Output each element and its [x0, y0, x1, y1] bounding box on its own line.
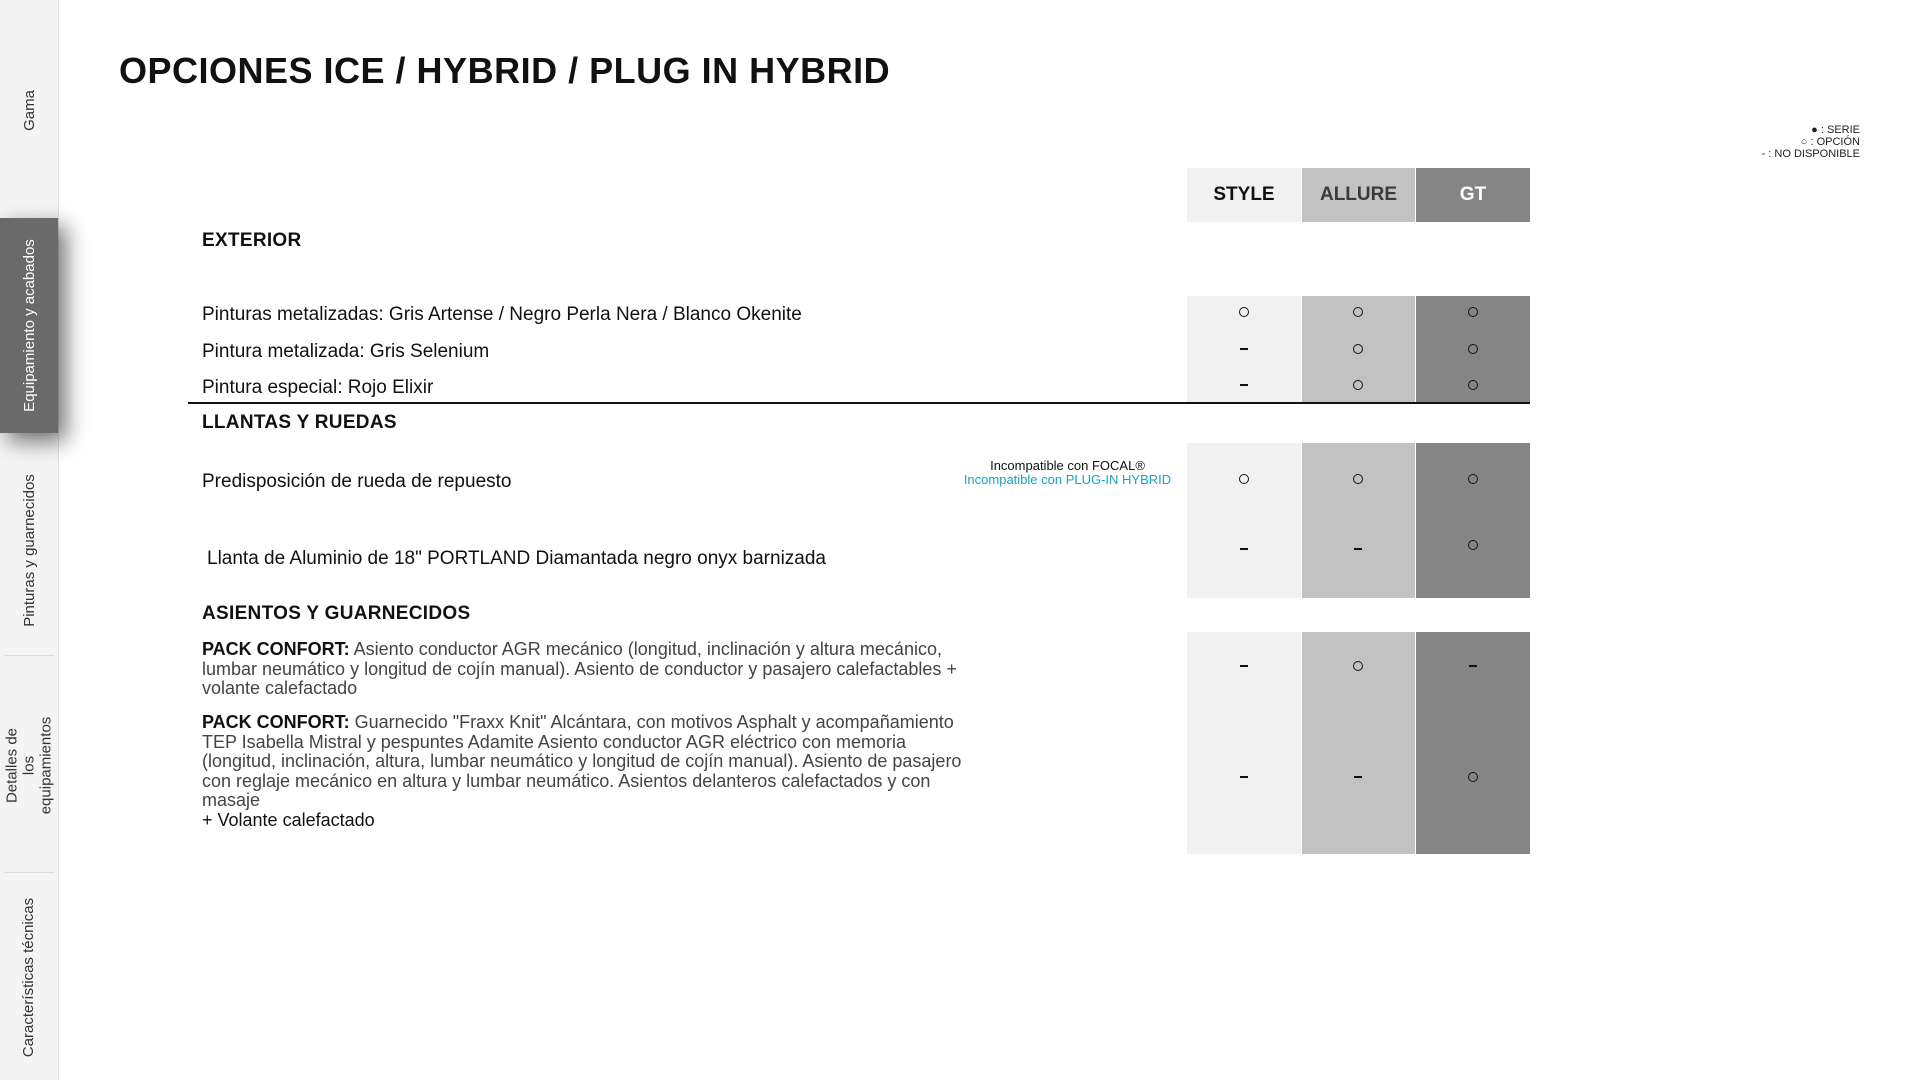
not-available-icon [1232, 654, 1256, 678]
option-icon [1232, 300, 1256, 324]
sidebar-tab-detalles[interactable] [0, 665, 58, 865]
option-icon [1346, 654, 1370, 678]
legend-opcion: ○ : OPCIÓN [1800, 136, 1860, 148]
sidebar-divider [4, 655, 54, 656]
sidebar-nav [0, 0, 59, 1080]
legend-no-disponible: - : NO DISPONIBLE [1761, 148, 1860, 160]
sidebar-tab-gama[interactable] [0, 20, 58, 200]
feature-row-label: Pintura metalizada: Gris Selenium [202, 341, 490, 362]
option-icon [1346, 300, 1370, 324]
feature-row-label: Predisposición de rueda de repuesto [202, 471, 512, 492]
feature-pack-desc: Asiento conductor AGR mecánico (longitud, inclinación y altura mecánico, lumbar neumático y longitud de cojín manual). Asiento de conductor y pasajero calefactables + volante calefactado [202, 639, 957, 698]
not-available-icon [1346, 537, 1370, 561]
option-icon [1461, 765, 1485, 789]
not-available-icon [1232, 337, 1256, 361]
option-icon [1346, 373, 1370, 397]
column-header-gt: GT [1459, 184, 1487, 205]
sidebar-tab-equipamiento[interactable] [0, 218, 58, 433]
note-plug-in: Incompatible con PLUG-IN HYBRID [963, 472, 1172, 487]
sidebar-tab-label: Detalles de los equipamientos [3, 716, 55, 814]
feature-row-label: Llanta de Aluminio de 18" PORTLAND Diamantada negro onyx barnizada [207, 548, 826, 569]
feature-row-label: Pintura especial: Rojo Elixir [202, 377, 434, 398]
section-asientos: ASIENTOS Y GUARNECIDOS [202, 603, 471, 624]
option-icon [1461, 300, 1485, 324]
sidebar-tab-label: Características técnicas [20, 897, 38, 1058]
not-available-icon [1461, 654, 1485, 678]
sidebar-tab-label: Gama [20, 89, 38, 131]
section-exterior: EXTERIOR [202, 230, 302, 251]
sidebar-tab-label: Pinturas y guarnecidos [20, 473, 38, 627]
legend [1762, 124, 1860, 160]
not-available-icon [1232, 765, 1256, 789]
page-title: OPCIONES ICE / HYBRID / PLUG IN HYBRID [119, 50, 891, 91]
sidebar-tab-caracteristicas[interactable] [0, 880, 58, 1075]
option-icon [1461, 373, 1485, 397]
not-available-icon [1232, 537, 1256, 561]
feature-row-label: Pinturas metalizadas: Gris Artense / Negro Perla Nera / Blanco Okenite [202, 304, 802, 325]
note-focal: Incompatible con FOCAL® [990, 458, 1145, 473]
feature-pack-desc: Guarnecido "Fraxx Knit" Alcántara, con motivos Asphalt y acompañamiento TEP Isabella Mistral y pespuntes Adamite Asiento conductor AGR eléctrico con memoria (longitud, inclinación, altura, lumbar neumático y longitud de cojín manual). Asiento de pasajero con reglaje mecánico en altura y lumbar neumático. Asientos delanteros calefactados y con masaje [202, 712, 962, 810]
feature-pack-title: PACK CONFORT: [202, 712, 350, 732]
not-available-icon [1346, 765, 1370, 789]
sidebar-tab-pinturas[interactable] [0, 450, 58, 650]
option-icon [1346, 467, 1370, 491]
not-available-icon [1232, 373, 1256, 397]
section-llantas: LLANTAS Y RUEDAS [202, 412, 397, 433]
option-icon [1232, 467, 1256, 491]
feature-pack-title: PACK CONFORT: [202, 639, 350, 659]
column-header-style: STYLE [1213, 184, 1275, 205]
column-header-allure: ALLURE [1319, 184, 1398, 205]
option-icon [1461, 467, 1485, 491]
legend-serie: ● : SERIE [1811, 124, 1860, 136]
feature-pack-last-line: + Volante calefactado [202, 809, 375, 830]
option-icon [1461, 337, 1485, 361]
incompatibility-note [940, 459, 1195, 487]
sidebar-tab-label: Equipamiento y acabados [20, 239, 38, 412]
feature-row-label-multiline [202, 640, 962, 699]
option-icon [1461, 533, 1485, 557]
feature-row-label-multiline [202, 713, 962, 830]
option-icon [1346, 337, 1370, 361]
section-divider [188, 402, 1530, 404]
sidebar-divider [4, 872, 54, 873]
